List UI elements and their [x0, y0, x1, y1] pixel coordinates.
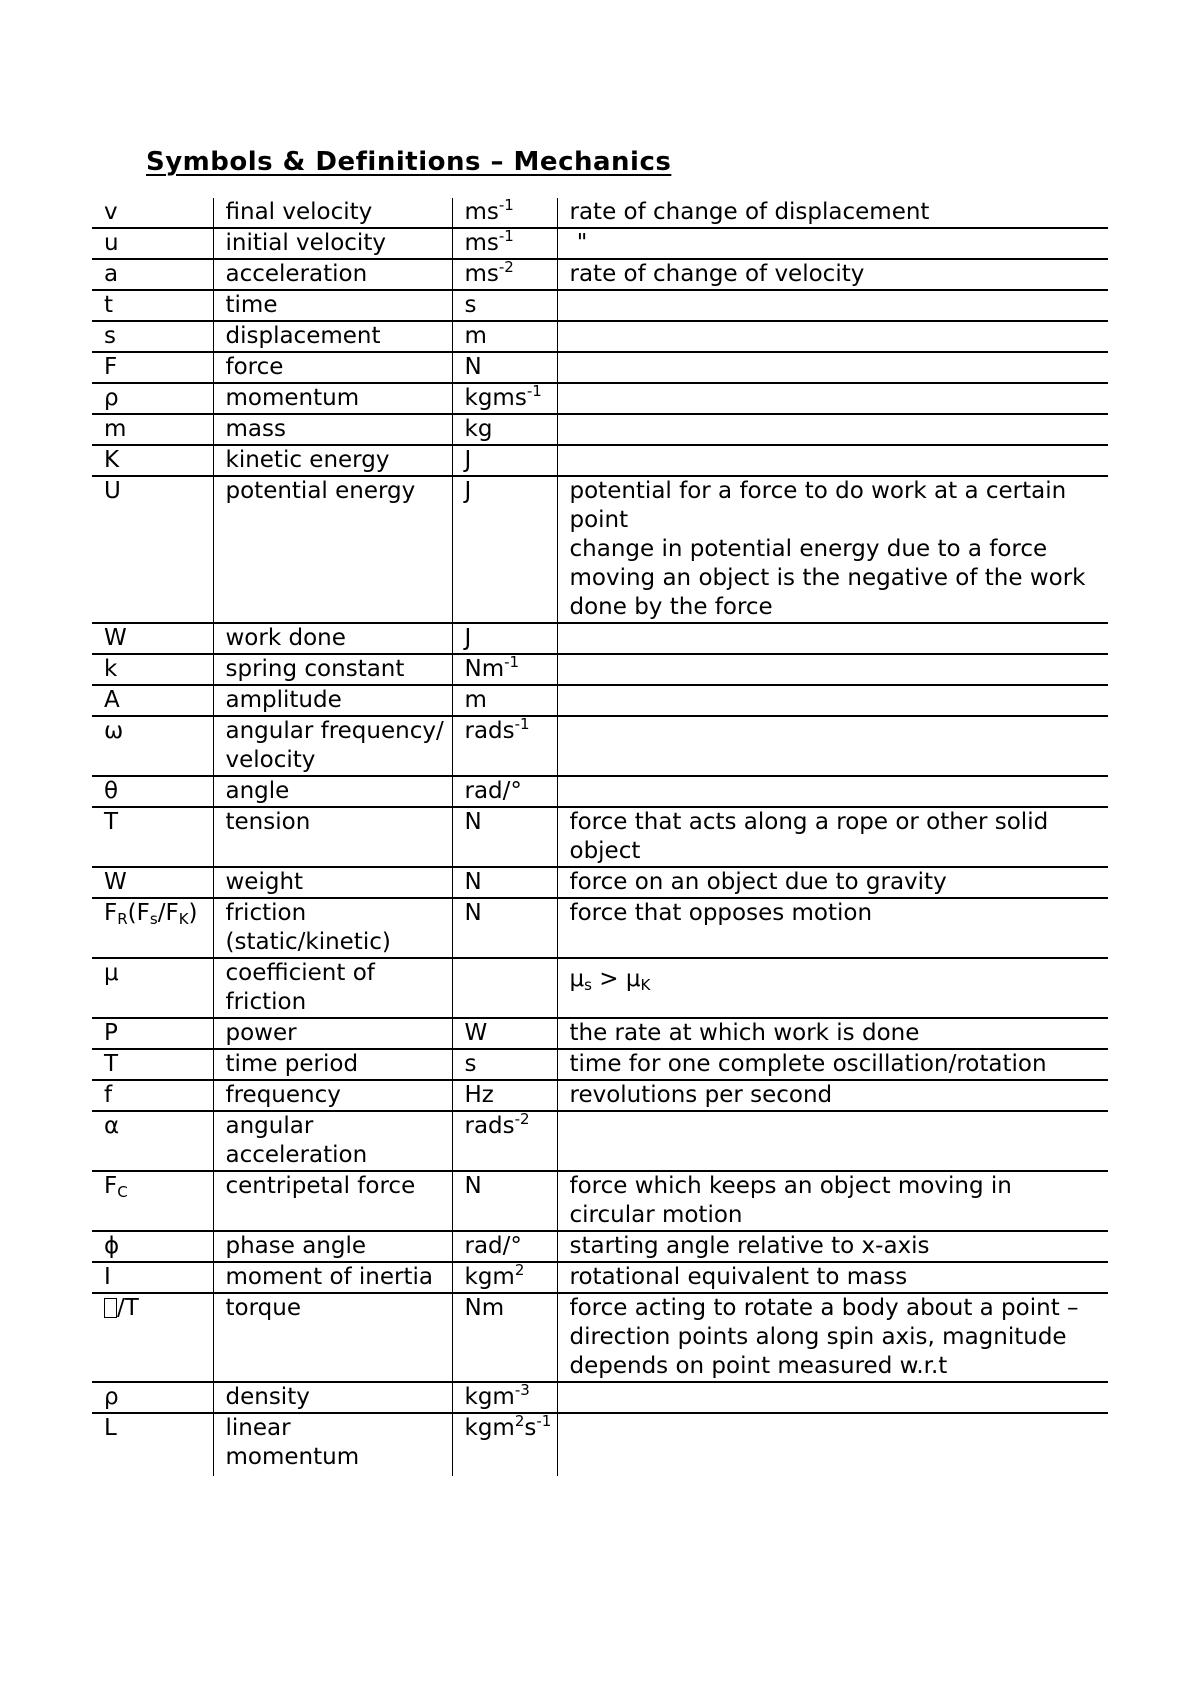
table-row	[92, 1231, 1108, 1262]
unit-exponent: -1	[504, 653, 520, 671]
definition-text: force that opposes motion	[569, 900, 873, 926]
symbol-text: t	[104, 292, 114, 318]
table-row	[92, 1018, 1108, 1049]
definition-subscript: K	[640, 976, 651, 994]
quantity-text: angular frequency/velocity	[225, 718, 444, 773]
definition-cell	[557, 958, 1108, 1018]
definition-cell	[557, 898, 1108, 958]
symbol-text: P	[104, 1020, 118, 1046]
table-row	[92, 807, 1108, 867]
unit-exponent: -3	[514, 1381, 530, 1399]
definition-cell	[557, 1111, 1108, 1171]
symbol-text: K	[104, 447, 120, 473]
symbol-cell	[92, 716, 213, 776]
definition-cell	[557, 1080, 1108, 1111]
unit-cell	[452, 383, 557, 414]
symbol-cell	[92, 623, 213, 654]
quantity-text: tension	[225, 809, 311, 835]
unit-text: ms	[464, 199, 499, 225]
symbol-text: α	[104, 1113, 120, 1139]
symbol-text: T	[104, 809, 119, 835]
definition-cell	[557, 198, 1108, 228]
unit-text: kgm	[464, 1415, 515, 1441]
unit-text: ms	[464, 261, 499, 287]
unit-exponent: -1	[526, 382, 542, 400]
unit-cell	[452, 259, 557, 290]
definition-cell	[557, 685, 1108, 716]
table-row	[92, 259, 1108, 290]
quantity-cell	[213, 445, 452, 476]
quantity-text: force	[225, 354, 284, 380]
quantity-cell	[213, 414, 452, 445]
table-row	[92, 1293, 1108, 1382]
definition-text: force that acts along a rope or other solid object	[569, 809, 1049, 864]
unit-exponent: -2	[498, 258, 514, 276]
symbol-subscript: R	[117, 910, 128, 928]
table-row	[92, 414, 1108, 445]
definition-text: revolutions per second	[569, 1082, 833, 1108]
unit-cell	[452, 776, 557, 807]
unit-cell	[452, 867, 557, 898]
definition-text: time for one complete oscillation/rotation	[569, 1051, 1047, 1077]
unit-text: Hz	[464, 1082, 494, 1108]
symbol-cell	[92, 321, 213, 352]
unit-text-part: s	[524, 1415, 537, 1441]
definition-cell	[557, 1293, 1108, 1382]
symbol-cell	[92, 445, 213, 476]
quantity-cell	[213, 1413, 452, 1476]
quantity-cell	[213, 476, 452, 623]
table-row	[92, 321, 1108, 352]
symbol-cell	[92, 654, 213, 685]
definition-text: potential for a force to do work at a certain point	[569, 478, 1067, 533]
definition-text: rate of change of displacement	[569, 199, 930, 225]
unit-exponent: 2	[514, 1261, 525, 1279]
symbol-text: T	[104, 1051, 119, 1077]
definition-cell	[557, 321, 1108, 352]
definition-cell	[557, 776, 1108, 807]
unit-text: W	[464, 1020, 488, 1046]
quantity-text: moment of inertia	[225, 1264, 433, 1290]
symbol-cell	[92, 290, 213, 321]
unit-text: Nm	[464, 1295, 505, 1321]
symbol-cell	[92, 198, 213, 228]
table-row	[92, 685, 1108, 716]
unit-cell	[452, 1111, 557, 1171]
quantity-cell	[213, 1382, 452, 1413]
symbol-text: U	[104, 478, 121, 504]
table-row	[92, 198, 1108, 228]
unit-text: J	[464, 447, 472, 473]
symbol-cell	[92, 476, 213, 623]
definition-text: μ	[569, 966, 585, 992]
quantity-text: initial velocity	[225, 230, 386, 256]
symbol-cell	[92, 383, 213, 414]
symbol-text-part: /F	[157, 900, 179, 926]
definition-text: rotational equivalent to mass	[569, 1264, 908, 1290]
symbol-text: I	[104, 1264, 111, 1290]
symbol-subscript: K	[178, 910, 189, 928]
table-row	[92, 383, 1108, 414]
unit-cell	[452, 898, 557, 958]
quantity-text: kinetic energy	[225, 447, 390, 473]
quantity-text: displacement	[225, 323, 381, 349]
unit-text: Nm	[464, 656, 505, 682]
definition-cell	[557, 1413, 1108, 1476]
unit-cell	[452, 352, 557, 383]
quantity-text: linear momentum	[225, 1415, 360, 1470]
definition-cell	[557, 1382, 1108, 1413]
unit-cell	[452, 623, 557, 654]
symbol-cell	[92, 776, 213, 807]
definition-cell	[557, 1171, 1108, 1231]
unit-exponent: -1	[498, 196, 514, 214]
symbol-text-part: )	[188, 900, 198, 926]
symbol-cell	[92, 1171, 213, 1231]
symbol-text: ρ	[104, 385, 119, 411]
symbol-text: ρ	[104, 1384, 119, 1410]
quantity-text: phase angle	[225, 1233, 367, 1259]
definition-cell	[557, 476, 1108, 623]
table-row	[92, 898, 1108, 958]
quantity-text: work done	[225, 625, 346, 651]
unit-cell	[452, 716, 557, 776]
quantity-text: time	[225, 292, 278, 318]
symbol-cell	[92, 1382, 213, 1413]
unit-cell	[452, 1080, 557, 1111]
unit-exponent: -2	[514, 1110, 530, 1128]
symbol-cell	[92, 1111, 213, 1171]
table-row	[92, 352, 1108, 383]
quantity-text: torque	[225, 1295, 301, 1321]
quantity-text: momentum	[225, 385, 360, 411]
symbol-subscript: C	[117, 1183, 128, 1201]
unit-cell	[452, 414, 557, 445]
definition-text: force which keeps an object moving in circular motion	[569, 1173, 1012, 1228]
unit-cell	[452, 1413, 557, 1476]
symbol-cell	[92, 1080, 213, 1111]
unit-cell	[452, 198, 557, 228]
definition-text-part: > μ	[591, 966, 641, 992]
unit-cell	[452, 476, 557, 623]
unit-text: N	[464, 900, 482, 926]
missing-glyph-icon	[104, 1298, 117, 1318]
quantity-text: acceleration	[225, 261, 368, 287]
unit-cell	[452, 1293, 557, 1382]
unit-cell	[452, 445, 557, 476]
quantity-text: weight	[225, 869, 304, 895]
ditto-mark: "	[569, 230, 588, 256]
unit-cell	[452, 290, 557, 321]
table-row	[92, 867, 1108, 898]
unit-text: kgms	[464, 385, 527, 411]
quantity-cell	[213, 321, 452, 352]
symbol-cell	[92, 898, 213, 958]
symbol-text: ϕ	[104, 1233, 120, 1259]
symbol-cell	[92, 685, 213, 716]
symbol-text: k	[104, 656, 118, 682]
quantity-cell	[213, 898, 452, 958]
unit-text: rads	[464, 718, 515, 744]
symbol-subscript: s	[149, 910, 158, 928]
quantity-cell	[213, 1049, 452, 1080]
definition-cell	[557, 807, 1108, 867]
quantity-cell	[213, 352, 452, 383]
unit-exponent: -1	[536, 1412, 552, 1430]
symbol-text: L	[104, 1415, 117, 1441]
quantity-cell	[213, 1262, 452, 1293]
definition-cell	[557, 290, 1108, 321]
table-row	[92, 290, 1108, 321]
symbol-text: F	[104, 1173, 118, 1199]
definition-cell	[557, 1049, 1108, 1080]
unit-cell	[452, 807, 557, 867]
quantity-text: amplitude	[225, 687, 342, 713]
unit-text: rad/°	[464, 1233, 522, 1259]
definition-text: the rate at which work is done	[569, 1020, 920, 1046]
definition-cell	[557, 383, 1108, 414]
table-row	[92, 1382, 1108, 1413]
definition-text: starting angle relative to x-axis	[569, 1233, 930, 1259]
page-title: Symbols & Definitions – Mechanics	[146, 147, 672, 177]
symbol-cell	[92, 1413, 213, 1476]
definition-cell	[557, 1018, 1108, 1049]
quantity-text: potential energy	[225, 478, 416, 504]
symbol-text: F	[104, 354, 118, 380]
symbol-cell	[92, 807, 213, 867]
definitions-table	[92, 198, 1108, 1476]
table-row	[92, 623, 1108, 654]
unit-text: kg	[464, 416, 493, 442]
symbol-text: f	[104, 1082, 113, 1108]
quantity-text: friction (static/kinetic)	[225, 900, 391, 955]
unit-text: rads	[464, 1113, 515, 1139]
table-row	[92, 1080, 1108, 1111]
unit-cell	[452, 1262, 557, 1293]
table-row	[92, 1111, 1108, 1171]
table-row	[92, 1413, 1108, 1476]
symbol-cell	[92, 958, 213, 1018]
table-row	[92, 958, 1108, 1018]
quantity-cell	[213, 198, 452, 228]
table-row	[92, 476, 1108, 623]
quantity-text: power	[225, 1020, 297, 1046]
unit-text: m	[464, 323, 487, 349]
symbol-text: a	[104, 261, 119, 287]
definition-cell	[557, 716, 1108, 776]
quantity-text: mass	[225, 416, 286, 442]
unit-text: N	[464, 1173, 482, 1199]
unit-text: ms	[464, 230, 499, 256]
quantity-cell	[213, 1231, 452, 1262]
quantity-text: angular acceleration	[225, 1113, 368, 1168]
table-row	[92, 776, 1108, 807]
definition-cell	[557, 867, 1108, 898]
unit-cell	[452, 1382, 557, 1413]
unit-text: N	[464, 354, 482, 380]
symbol-text: u	[104, 230, 119, 256]
symbol-text: s	[104, 323, 116, 349]
table-row	[92, 654, 1108, 685]
definition-cell	[557, 414, 1108, 445]
definition-text-2: change in potential energy due to a force moving an object is the negative of the work done by the force	[569, 536, 1086, 620]
quantity-cell	[213, 1018, 452, 1049]
symbol-cell	[92, 1231, 213, 1262]
definition-cell	[557, 1231, 1108, 1262]
table-row	[92, 1171, 1108, 1231]
table-row	[92, 445, 1108, 476]
definition-subscript: s	[584, 976, 592, 994]
quantity-text: time period	[225, 1051, 359, 1077]
unit-exponent: -1	[514, 715, 530, 733]
definition-cell	[557, 1262, 1108, 1293]
unit-cell	[452, 654, 557, 685]
table-row	[92, 1049, 1108, 1080]
definition-cell	[557, 259, 1108, 290]
symbol-text: μ	[104, 960, 119, 986]
unit-text: s	[464, 292, 477, 318]
unit-text: J	[464, 478, 472, 504]
quantity-cell	[213, 1080, 452, 1111]
unit-text: kgm	[464, 1384, 515, 1410]
quantity-cell	[213, 776, 452, 807]
table-row	[92, 228, 1108, 259]
symbol-cell	[92, 1018, 213, 1049]
symbol-text: A	[104, 687, 120, 713]
definition-text: rate of change of velocity	[569, 261, 865, 287]
unit-cell	[452, 228, 557, 259]
symbol-cell	[92, 1049, 213, 1080]
unit-text: s	[464, 1051, 477, 1077]
symbol-text: W	[104, 625, 127, 651]
table-row	[92, 716, 1108, 776]
quantity-text: coefficient of friction	[225, 960, 375, 1015]
unit-cell	[452, 1018, 557, 1049]
quantity-cell	[213, 1293, 452, 1382]
definition-cell	[557, 445, 1108, 476]
quantity-text: spring constant	[225, 656, 405, 682]
quantity-text: density	[225, 1384, 310, 1410]
symbol-cell	[92, 414, 213, 445]
unit-exponent: -1	[498, 227, 514, 245]
symbol-text: m	[104, 416, 127, 442]
symbol-cell	[92, 1293, 213, 1382]
symbol-text-part: (F	[127, 900, 150, 926]
symbol-text: W	[104, 869, 127, 895]
unit-text: kgm	[464, 1264, 515, 1290]
definition-cell	[557, 654, 1108, 685]
unit-text: J	[464, 625, 472, 651]
quantity-text: angle	[225, 778, 290, 804]
unit-text: N	[464, 869, 482, 895]
quantity-cell	[213, 1171, 452, 1231]
unit-text: rad/°	[464, 778, 522, 804]
table-row	[92, 1262, 1108, 1293]
quantity-cell	[213, 716, 452, 776]
symbol-cell	[92, 228, 213, 259]
quantity-cell	[213, 685, 452, 716]
definition-cell	[557, 352, 1108, 383]
symbol-text: ω	[104, 718, 124, 744]
unit-exponent: 2	[514, 1412, 525, 1430]
quantity-cell	[213, 958, 452, 1018]
quantity-cell	[213, 228, 452, 259]
symbol-text: F	[104, 900, 118, 926]
unit-cell	[452, 1171, 557, 1231]
unit-text: N	[464, 809, 482, 835]
definition-cell	[557, 623, 1108, 654]
symbol-cell	[92, 352, 213, 383]
quantity-cell	[213, 1111, 452, 1171]
quantity-cell	[213, 807, 452, 867]
unit-cell	[452, 958, 557, 1018]
symbol-text: /T	[117, 1295, 139, 1321]
unit-cell	[452, 685, 557, 716]
definition-cell	[557, 228, 1108, 259]
quantity-cell	[213, 383, 452, 414]
unit-cell	[452, 1049, 557, 1080]
quantity-cell	[213, 623, 452, 654]
quantity-text: frequency	[225, 1082, 341, 1108]
unit-cell	[452, 321, 557, 352]
unit-text: m	[464, 687, 487, 713]
quantity-cell	[213, 654, 452, 685]
quantity-text: final velocity	[225, 199, 373, 225]
quantity-cell	[213, 290, 452, 321]
quantity-text: centripetal force	[225, 1173, 416, 1199]
symbol-cell	[92, 259, 213, 290]
definition-text: force on an object due to gravity	[569, 869, 947, 895]
symbol-cell	[92, 1262, 213, 1293]
definition-text: force acting to rotate a body about a point – direction points along spin axis, magnitude depends on point measured w.r.t	[569, 1295, 1079, 1379]
symbol-text: v	[104, 199, 118, 225]
unit-cell	[452, 1231, 557, 1262]
quantity-cell	[213, 259, 452, 290]
quantity-cell	[213, 867, 452, 898]
symbol-text: θ	[104, 778, 119, 804]
symbol-cell	[92, 867, 213, 898]
